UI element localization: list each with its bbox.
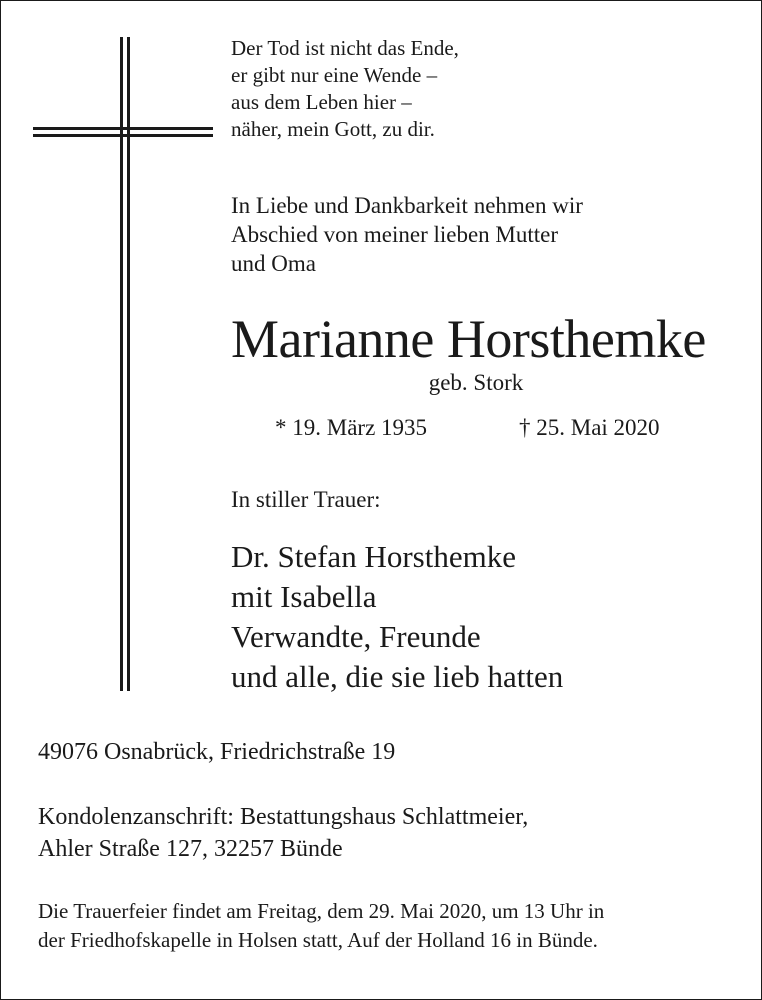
birth-name: geb. Stork xyxy=(428,370,524,395)
family-address: 49076 Osnabrück, Friedrichstraße 19 xyxy=(38,739,396,765)
mourning-label: In stiller Trauer: xyxy=(231,487,381,512)
intro-line: Abschied von meiner lieben Mutter xyxy=(231,222,559,247)
cross-icon xyxy=(33,37,213,691)
intro-line: In Liebe und Dankbarkeit nehmen wir xyxy=(231,193,583,218)
condolence-line: Kondolenzanschrift: Bestattungshaus Schlattmeier, xyxy=(38,804,529,830)
death-date: † 25. Mai 2020 xyxy=(519,415,660,440)
ceremony-info xyxy=(38,897,604,955)
cross-horizontal-line-top xyxy=(33,127,213,130)
mourners-list xyxy=(231,537,563,697)
poem-line: Der Tod ist nicht das Ende, xyxy=(231,36,459,60)
intro-text xyxy=(231,191,583,278)
condolence-address xyxy=(38,801,528,865)
poem xyxy=(231,35,459,143)
intro-line: und Oma xyxy=(231,251,316,276)
poem-line: näher, mein Gott, zu dir. xyxy=(231,117,435,141)
mourner-line: und alle, die sie lieb hatten xyxy=(231,659,564,694)
birth-date: * 19. März 1935 xyxy=(275,415,428,440)
deceased-name: Marianne Horsthemke xyxy=(231,309,706,369)
condolence-line: Ahler Straße 127, 32257 Bünde xyxy=(38,836,343,862)
mourner-line: mit Isabella xyxy=(231,579,377,614)
cross-horizontal-line-bottom xyxy=(33,134,213,137)
mourner-line: Verwandte, Freunde xyxy=(231,619,481,654)
ceremony-line: der Friedhofskapelle in Holsen statt, Auf der Holland 16 in Bünde. xyxy=(38,928,598,952)
poem-line: aus dem Leben hier – xyxy=(231,90,412,114)
poem-line: er gibt nur eine Wende – xyxy=(231,63,438,87)
ceremony-line: Die Trauerfeier findet am Freitag, dem 29. Mai 2020, um 13 Uhr in xyxy=(38,899,605,923)
mourner-line: Dr. Stefan Horsthemke xyxy=(231,539,516,574)
